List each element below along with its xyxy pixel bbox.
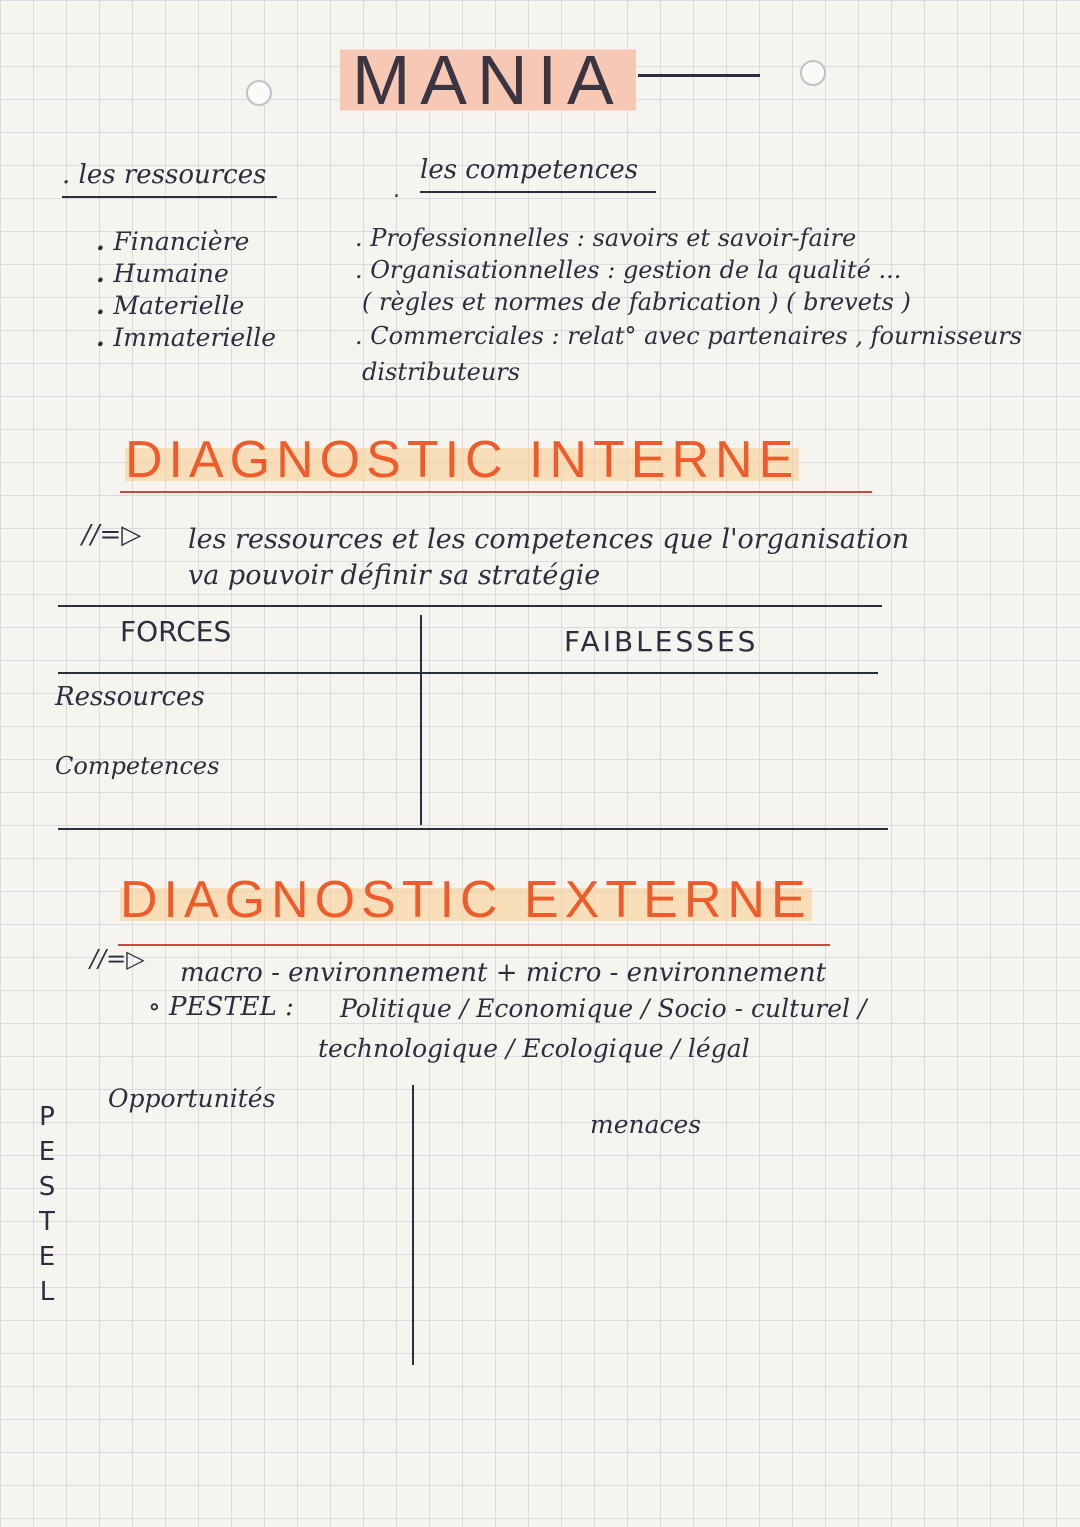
column-forces: FORCES (120, 615, 232, 648)
externe-title-underline (118, 944, 830, 946)
title-dash (638, 74, 760, 77)
arrow-icon: //=▷ (90, 945, 145, 973)
ressource-item: . Humaine (96, 258, 276, 290)
table-top-border (58, 605, 882, 607)
competence-line: . Organisationnelles : gestion de la qualité ... (355, 256, 902, 284)
environnement-line: macro - environnement + micro - environnement (180, 958, 827, 988)
page-title: MANIA (340, 40, 636, 120)
pestel-line1: Politique / Economique / Socio - culturel / (340, 994, 867, 1023)
side-pestel (30, 1100, 64, 1310)
binder-hole-right (800, 60, 826, 86)
interne-desc-line2: va pouvoir définir sa stratégie (188, 560, 601, 591)
pestel-line2: technologique / Ecologique / légal (318, 1034, 750, 1063)
pestel-letter: E (38, 1137, 56, 1167)
interne-title-underline (120, 491, 872, 493)
pestel-letter: P (39, 1102, 55, 1132)
externe-column-divider (412, 1085, 414, 1365)
ressources-heading: . les ressources (62, 160, 277, 198)
pestel-letter: E (38, 1242, 56, 1272)
column-faiblesses: FAIBLESSES (564, 625, 759, 658)
table-header-border (58, 672, 878, 674)
ressource-item: . Immaterielle (96, 322, 276, 354)
column-opportunites: Opportunités (108, 1084, 276, 1113)
pestel-label: ∘ PESTEL : (148, 992, 294, 1022)
row-competences: Competences (55, 752, 220, 780)
pestel-letter: T (39, 1207, 55, 1237)
arrow-icon: //=▷ (82, 520, 142, 550)
table-bottom-border (58, 828, 888, 830)
interne-desc-line1: les ressources et les competences que l'organisation (188, 524, 910, 555)
row-ressources: Ressources (55, 682, 205, 712)
pestel-letter: L (39, 1277, 55, 1307)
binder-hole-left (246, 80, 272, 106)
competence-line: ( règles et normes de fabrication ) ( brevets ) (362, 288, 911, 316)
competence-line: . Professionnelles : savoirs et savoir-faire (355, 224, 857, 252)
section-title-externe-1: DIAGNOSTIC EXTERNE (120, 871, 812, 929)
table-column-divider (420, 615, 422, 825)
pestel-letter: S (38, 1172, 56, 1202)
competence-line: . Commerciales : relat° avec partenaires , fournisseurs (355, 322, 1023, 350)
ressource-item: . Materielle (96, 290, 276, 322)
section-title-interne: DIAGNOSTIC INTERNE (125, 431, 800, 489)
ressource-item: . Financière (96, 226, 276, 258)
competence-line: distributeurs (362, 358, 521, 386)
bullet-dot: . (393, 178, 400, 203)
ressources-list (96, 226, 276, 354)
column-menaces: menaces (590, 1110, 702, 1139)
competences-heading: les competences (420, 155, 656, 193)
